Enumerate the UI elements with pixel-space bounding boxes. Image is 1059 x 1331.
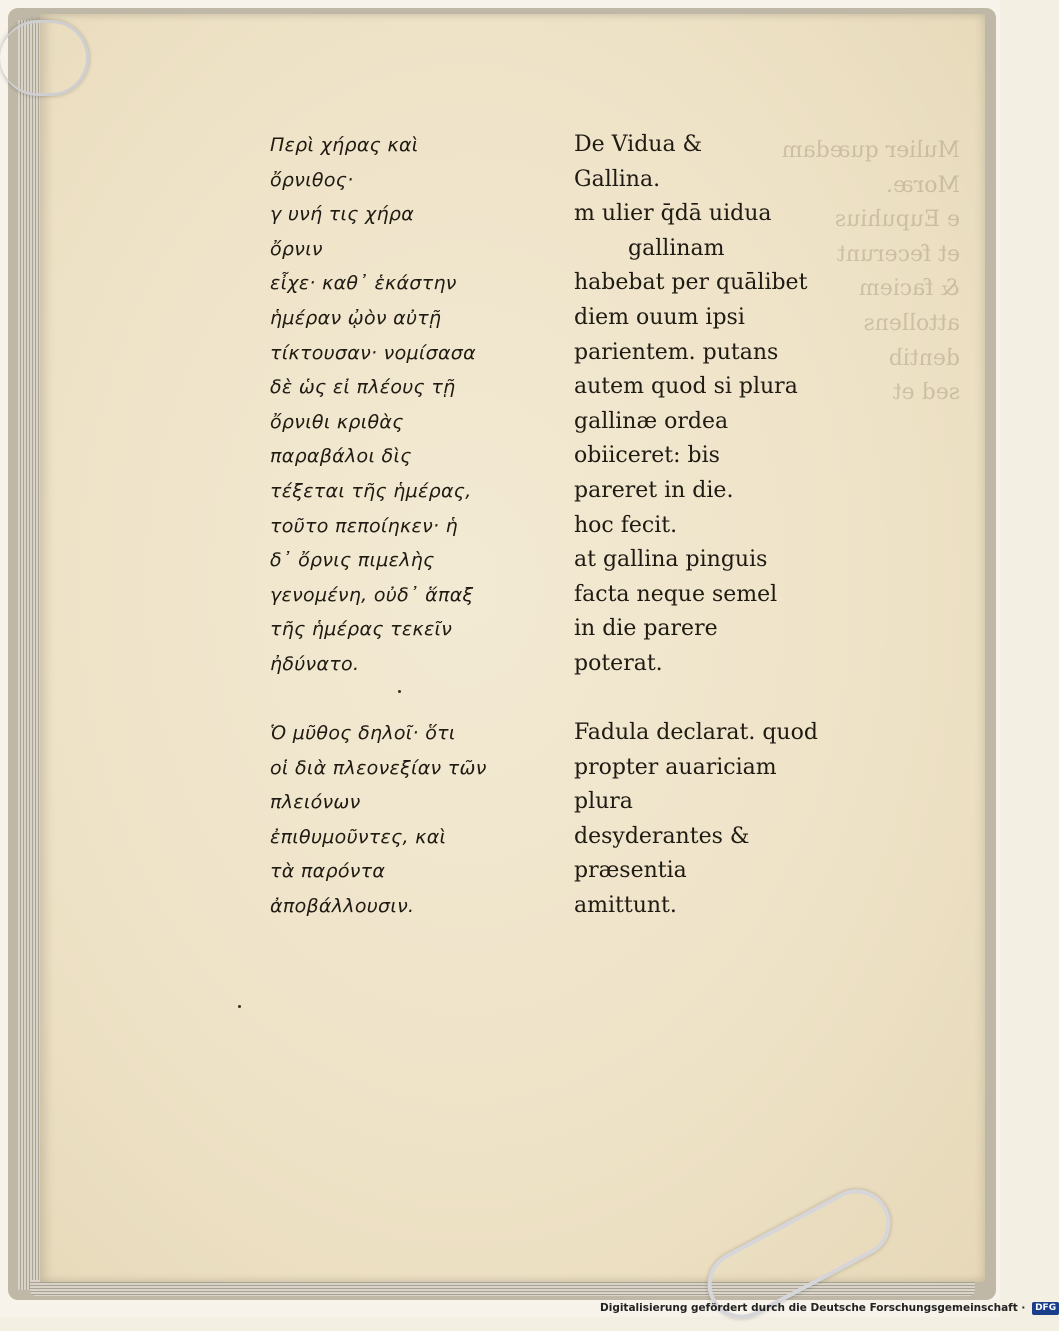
greek-text-line: Περὶ χήρας καὶ	[270, 134, 419, 156]
latin-text-line: Fadula declarat. quod	[574, 720, 818, 746]
latin-text-line: m ulier q̄dā uidua	[574, 201, 772, 227]
latin-text-line: facta neque semel	[574, 581, 778, 607]
page-edges-left	[18, 20, 42, 1290]
greek-text-line: δ᾽ ὄρνις πιμελὴς	[270, 549, 435, 572]
greek-text-line: γενομένη, οὐδ᾽ ἅπαξ	[270, 583, 474, 606]
latin-text-line: plura	[574, 789, 633, 815]
greek-text-line: πλειόνων	[270, 791, 361, 814]
latin-text-line: amittunt.	[574, 893, 677, 919]
greek-text-line: ὄρνιθι κριθὰς	[270, 410, 404, 433]
ink-speck	[398, 690, 401, 693]
bleed-through-text: Mulier quædam Moræ. e Eupuhius et fecerunt & faciem attollens dentib sed et	[781, 138, 960, 406]
latin-text-line: præsentia	[574, 858, 687, 884]
greek-text-line: ὄρνιθος·	[270, 168, 354, 191]
greek-text-line: τίκτουσαν· νομίσασα	[270, 341, 476, 364]
latin-text-line: diem ouum ipsi	[574, 304, 745, 330]
footer-text: Digitalisierung gefördert durch die Deutsche Forschungsgemeinschaft	[600, 1302, 1018, 1314]
greek-text-line: γ υνή τις χήρα	[270, 203, 415, 226]
greek-text-line: οἱ διὰ πλεονεξίαν τῶν	[270, 756, 487, 779]
latin-text-line: hoc fecit.	[574, 512, 678, 538]
dfg-logo: DFG	[1032, 1302, 1059, 1315]
latin-text-line: in die parere	[574, 616, 718, 642]
greek-text-line: παραβάλοι δὶς	[270, 445, 412, 468]
latin-text-line: Gallina.	[574, 166, 661, 192]
paragraph-gap	[270, 682, 570, 717]
greek-text-line: δὲ ὡς εἰ πλέους τῇ	[270, 376, 456, 399]
latin-text-line: pareret in die.	[574, 477, 734, 503]
latin-text-line: poterat.	[574, 650, 663, 676]
footer-credit: Digitalisierung gefördert durch die Deutsche Forschungsgemeinschaft · DFG	[600, 1300, 1000, 1317]
latin-text-column	[574, 128, 874, 924]
page-clip-top	[0, 20, 89, 96]
latin-text-line: desyderantes &	[574, 823, 750, 849]
greek-text-line: τῆς ἡμέρας τεκεῖν	[270, 618, 453, 641]
greek-text-line: ἡμέραν ᾠὸν αὐτῇ	[270, 306, 442, 329]
latin-text-line: parientem. putans	[574, 339, 779, 365]
latin-text-line: habebat per quālibet	[574, 270, 808, 296]
latin-text-line: autem quod si plura	[574, 374, 798, 400]
latin-text-line: obiiceret: bis	[574, 443, 720, 469]
greek-text-line: ἐπιθυμοῦντες, καὶ	[270, 825, 447, 848]
latin-text-line: De Vidua &	[574, 132, 703, 157]
latin-text-line: gallinam	[628, 235, 725, 261]
greek-text-column	[270, 128, 570, 924]
latin-text-line: at gallina pinguis	[574, 547, 768, 573]
greek-text-line: εἶχε· καθ᾽ ἑκάστην	[270, 272, 457, 295]
greek-text-line: ἀποβάλλουσιν.	[270, 895, 415, 918]
greek-text-line: τέξεται τῆς ἡμέρας,	[270, 479, 472, 502]
page-edges-bottom	[30, 1280, 975, 1296]
latin-text-line: propter auariciam	[574, 754, 777, 780]
greek-text-line: τὰ παρόντα	[270, 860, 386, 883]
greek-text-line: ἠδύνατο.	[270, 652, 360, 675]
greek-text-line: τοῦτο πεποίηκεν· ἡ	[270, 514, 459, 537]
latin-text-line: gallinæ ordea	[574, 408, 729, 434]
greek-text-line: ὄρνιν	[270, 237, 323, 260]
greek-text-line: Ὁ μῦθος δηλοῖ· ὅτι	[270, 722, 456, 745]
paragraph-gap	[574, 682, 874, 717]
ink-speck	[238, 1005, 241, 1008]
